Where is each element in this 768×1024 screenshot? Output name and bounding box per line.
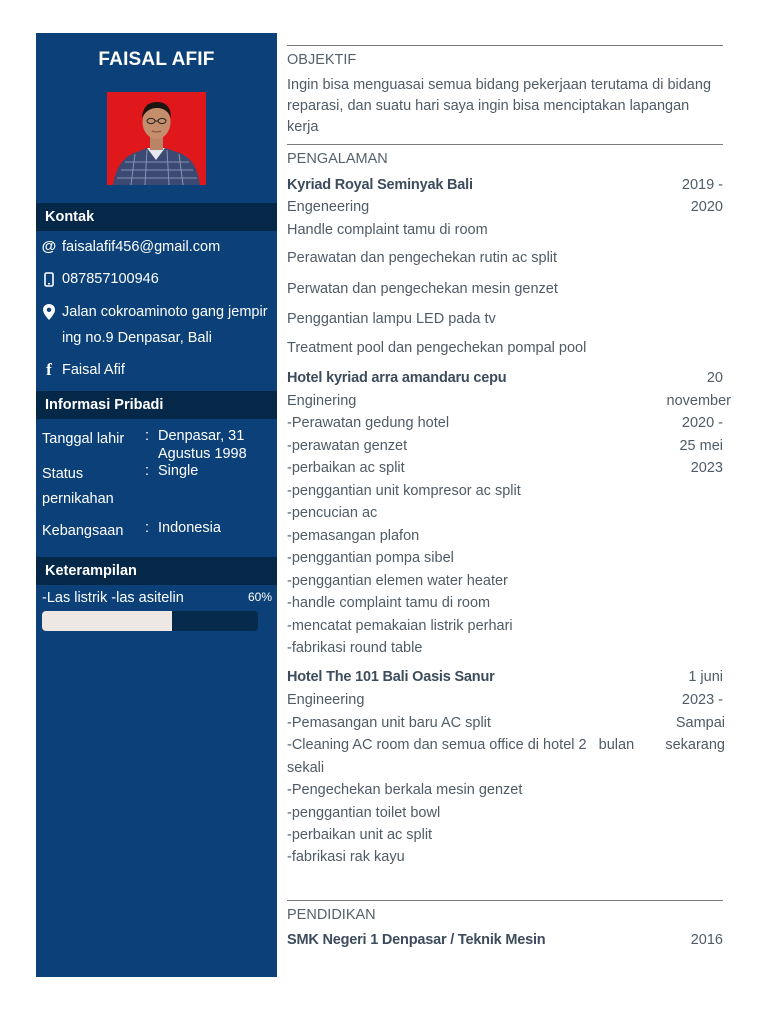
divider	[287, 900, 723, 901]
objective-line: kerja	[287, 119, 319, 135]
job-line: -penggantian elemen water heater	[287, 573, 508, 589]
job-date: 20	[706, 370, 723, 386]
job-line: Perawatan dan pengechekan rutin ac split	[287, 250, 558, 266]
job-line: -Perawatan gedung hotel	[287, 415, 450, 431]
job-line: -penggantian pompa sibel	[287, 550, 454, 566]
sidebar	[36, 33, 277, 977]
birth-value-line-2: Agustus 1998	[158, 446, 247, 462]
job-date: november	[666, 393, 731, 409]
job-date: 25 mei	[679, 438, 723, 454]
divider	[287, 144, 723, 145]
address-line-2: ing no.9 Denpasar, Bali	[62, 330, 212, 346]
skill-percent: 60%	[247, 590, 272, 604]
phone-text: 087857100946	[62, 271, 159, 287]
job-title: Kyriad Royal Seminyak Bali	[287, 177, 473, 193]
main-content	[287, 0, 731, 1024]
email-text: faisalafif456@gmail.com	[62, 239, 221, 255]
map-pin-icon	[41, 299, 57, 329]
marital-sep: :	[145, 463, 150, 479]
marital-label-line-1: Status	[42, 466, 84, 482]
education-year: 2016	[690, 932, 723, 948]
skill-progress-bar	[42, 611, 258, 631]
objective-line: reparasi, dan suatu hari saya ingin bisa menciptakan lapangan	[287, 98, 690, 114]
objective-heading: OBJEKTIF	[287, 52, 357, 68]
job-date: 2023	[690, 460, 723, 476]
job-line: -handle complaint tamu di room	[287, 595, 491, 611]
job-line: -perbaikan ac split	[287, 460, 405, 476]
skill-item	[42, 590, 272, 606]
job-date: Sampai	[675, 715, 725, 731]
job-date: 2023 -	[681, 692, 723, 708]
job-line: -penggantian toilet bowl	[287, 805, 441, 821]
job-date: 2020	[690, 199, 723, 215]
education-heading: PENDIDIKAN	[287, 907, 376, 923]
nationality-value: Indonesia	[158, 520, 221, 536]
job-line: -pemasangan plafon	[287, 528, 420, 544]
skills-heading: Keterampilan	[36, 557, 277, 585]
objective-line: Ingin bisa menguasai semua bidang pekerjaan terutama di bidang	[287, 77, 712, 93]
marital-value: Single	[158, 463, 199, 479]
job-line: -pencucian ac	[287, 505, 378, 521]
job-line: -mencatat pemakaian listrik perhari	[287, 618, 513, 634]
job-title: Hotel The 101 Bali Oasis Sanur	[287, 669, 495, 685]
birth-sep: :	[145, 428, 150, 444]
address-line-1: Jalan cokroaminoto gang jempir	[62, 304, 268, 320]
nationality-label: Kebangsaan	[42, 523, 124, 539]
job-line: sekali	[287, 760, 325, 776]
profile-photo	[107, 92, 206, 185]
person-name: FAISAL AFIF	[98, 49, 215, 70]
job-line: Handle complaint tamu di room	[287, 222, 488, 238]
personal-info-heading: Informasi Pribadi	[36, 391, 277, 419]
job-line: -Cleaning AC room dan semua office di hotel 2 bulan	[287, 737, 635, 753]
contact-heading: Kontak	[36, 203, 277, 231]
divider	[287, 45, 723, 46]
job-date: sekarang	[665, 737, 725, 753]
job-line: -fabrikasi rak kayu	[287, 849, 405, 865]
job-line: -Pengechekan berkala mesin genzet	[287, 782, 523, 798]
job-line: Perwatan dan pengechekan mesin genzet	[287, 281, 558, 297]
job-line: -Pemasangan unit baru AC split	[287, 715, 491, 731]
job-line: Penggantian lampu LED pada tv	[287, 311, 496, 327]
experience-heading: PENGALAMAN	[287, 151, 388, 167]
job-line: -perawatan genzet	[287, 438, 408, 454]
job-line: Treatment pool dan pengechekan pompal pool	[287, 340, 587, 356]
job-date: 2019 -	[681, 177, 723, 193]
job-line: Engeneering	[287, 199, 370, 215]
job-title: Hotel kyriad arra amandaru cepu	[287, 370, 507, 386]
job-line: Engineering	[287, 692, 365, 708]
job-date: 1 juni	[688, 669, 723, 685]
job-line: -perbaikan unit ac split	[287, 827, 433, 843]
job-line: -fabrikasi round table	[287, 640, 423, 656]
birth-value-line-1: Denpasar, 31	[158, 428, 245, 444]
at-icon: @	[41, 238, 57, 255]
skill-progress-fill	[42, 611, 172, 631]
job-line: Enginering	[287, 393, 357, 409]
job-date: 2020 -	[681, 415, 723, 431]
facebook-text: Faisal Afif	[62, 362, 125, 378]
job-line: -penggantian unit kompresor ac split	[287, 483, 521, 499]
education-school: SMK Negeri 1 Denpasar / Teknik Mesin	[287, 932, 546, 948]
nationality-sep: :	[145, 520, 150, 536]
skill-name: -Las listrik -las asitelin	[42, 590, 184, 606]
marital-label-line-2: pernikahan	[42, 491, 114, 507]
facebook-icon: f	[46, 360, 52, 379]
phone-icon	[41, 266, 57, 296]
birth-label: Tanggal lahir	[42, 431, 125, 447]
